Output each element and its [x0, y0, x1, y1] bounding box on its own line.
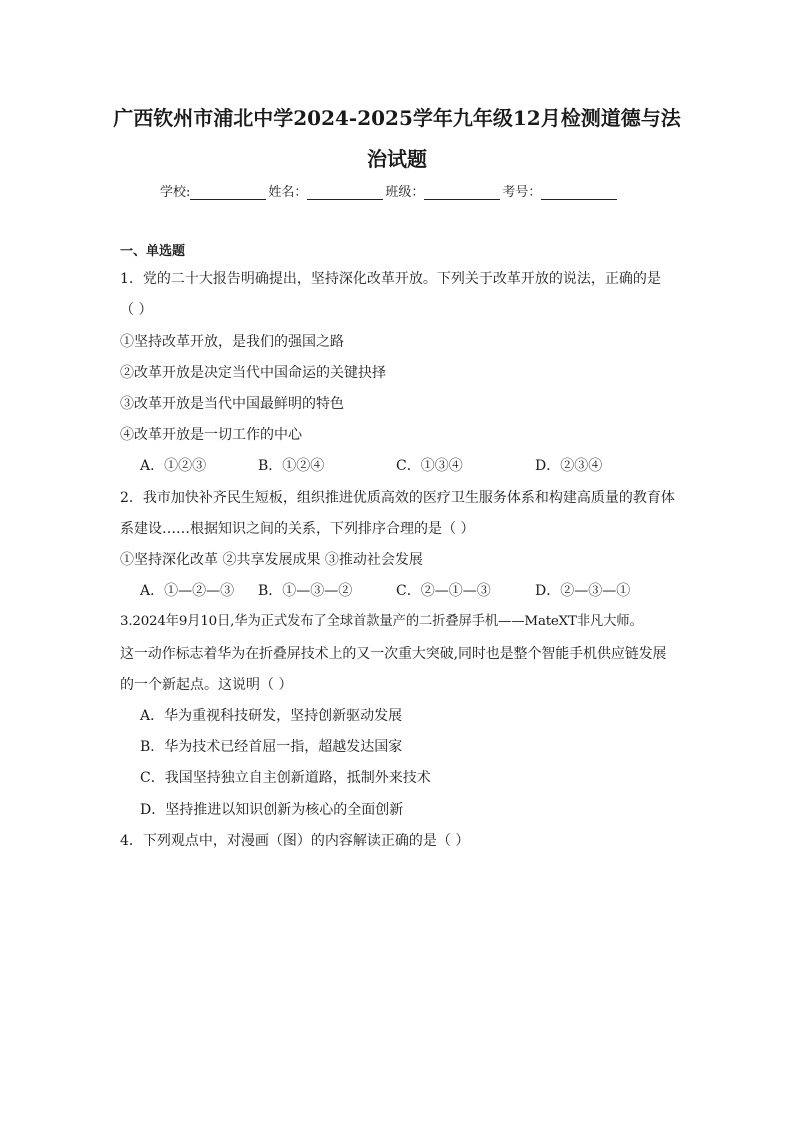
q1-statement-1: ①坚持改革开放，是我们的强国之路: [120, 334, 344, 350]
q3-option-c[interactable]: C．我国坚持独立自主创新道路，抵制外来技术: [140, 770, 431, 786]
school-field: [160, 181, 268, 200]
class-label: 班级：: [385, 185, 425, 200]
q2-option-a[interactable]: A．①—②—③: [140, 583, 235, 599]
name-label: 姓名：: [268, 185, 308, 200]
q1-option-d[interactable]: D．②③④: [535, 458, 603, 474]
exam-title-line2: 治试题: [367, 147, 427, 171]
exam-number-blank[interactable]: [541, 185, 617, 200]
q2-option-d[interactable]: D．②—③—①: [535, 583, 631, 599]
q1-option-c[interactable]: C．①③④: [396, 458, 463, 474]
q1-stem-line1: 1．党的二十大报告明确提出，坚持深化改革开放。下列关于改革开放的说法，正确的是: [120, 271, 661, 287]
school-label: 学校:: [160, 185, 191, 200]
q2-stem-line2: 系建设……根据知识之间的关系，下列排序合理的是（ ）: [120, 521, 475, 537]
section-heading: 一、单选题: [120, 244, 186, 259]
school-blank[interactable]: [190, 185, 266, 200]
q3-option-d[interactable]: D．坚持推进以知识创新为核心的全面创新: [140, 802, 404, 818]
q2-option-c[interactable]: C．②—①—③: [396, 583, 491, 599]
class-blank[interactable]: [424, 185, 500, 200]
student-info-row: [160, 181, 640, 200]
q1-statement-3: ③改革开放是当代中国最鲜明的特色: [120, 396, 344, 412]
q3-stem-line1: 3.2024年9月10日,华为正式发布了全球首款量产的二折叠屏手机——MateXT非凡大师。: [120, 614, 643, 629]
q1-option-a[interactable]: A．①②③: [140, 458, 207, 474]
q1-stem-line2: （ ）: [120, 302, 153, 318]
q2-stem-line1: 2．我市加快补齐民生短板，组织推进优质高效的医疗卫生服务体系和构建高质量的教育体: [120, 490, 675, 506]
q2-option-b[interactable]: B．①—③—②: [258, 583, 353, 599]
class-field: [385, 181, 502, 200]
q3-stem-line2: 这一动作标志着华为在折叠屏技术上的又一次重大突破,同时也是整个智能手机供应链发展: [120, 646, 667, 662]
q1-statement-4: ④改革开放是一切工作的中心: [120, 427, 302, 443]
q3-stem-line3: 的一个新起点。这说明（ ）: [120, 677, 293, 693]
name-field: [268, 181, 385, 200]
q4-stem-line1: 4．下列观点中，对漫画（图）的内容解读正确的是（ ）: [120, 833, 470, 849]
exam-title-line1: 广西钦州市浦北中学2024-2025学年九年级12月检测道德与法: [113, 106, 681, 130]
name-blank[interactable]: [307, 185, 383, 200]
q1-statement-2: ②改革开放是决定当代中国命运的关键抉择: [120, 365, 386, 381]
q2-items: ①坚持深化改革 ②共享发展成果 ③推动社会发展: [120, 552, 423, 568]
q1-option-b[interactable]: B．①②④: [258, 458, 325, 474]
exam-number-label: 考号：: [502, 185, 542, 200]
exam-number-field: [502, 181, 619, 200]
q3-option-a[interactable]: A．华为重视科技研发，坚持创新驱动发展: [140, 708, 403, 724]
q3-option-b[interactable]: B．华为技术已经首屈一指，超越发达国家: [140, 739, 403, 755]
